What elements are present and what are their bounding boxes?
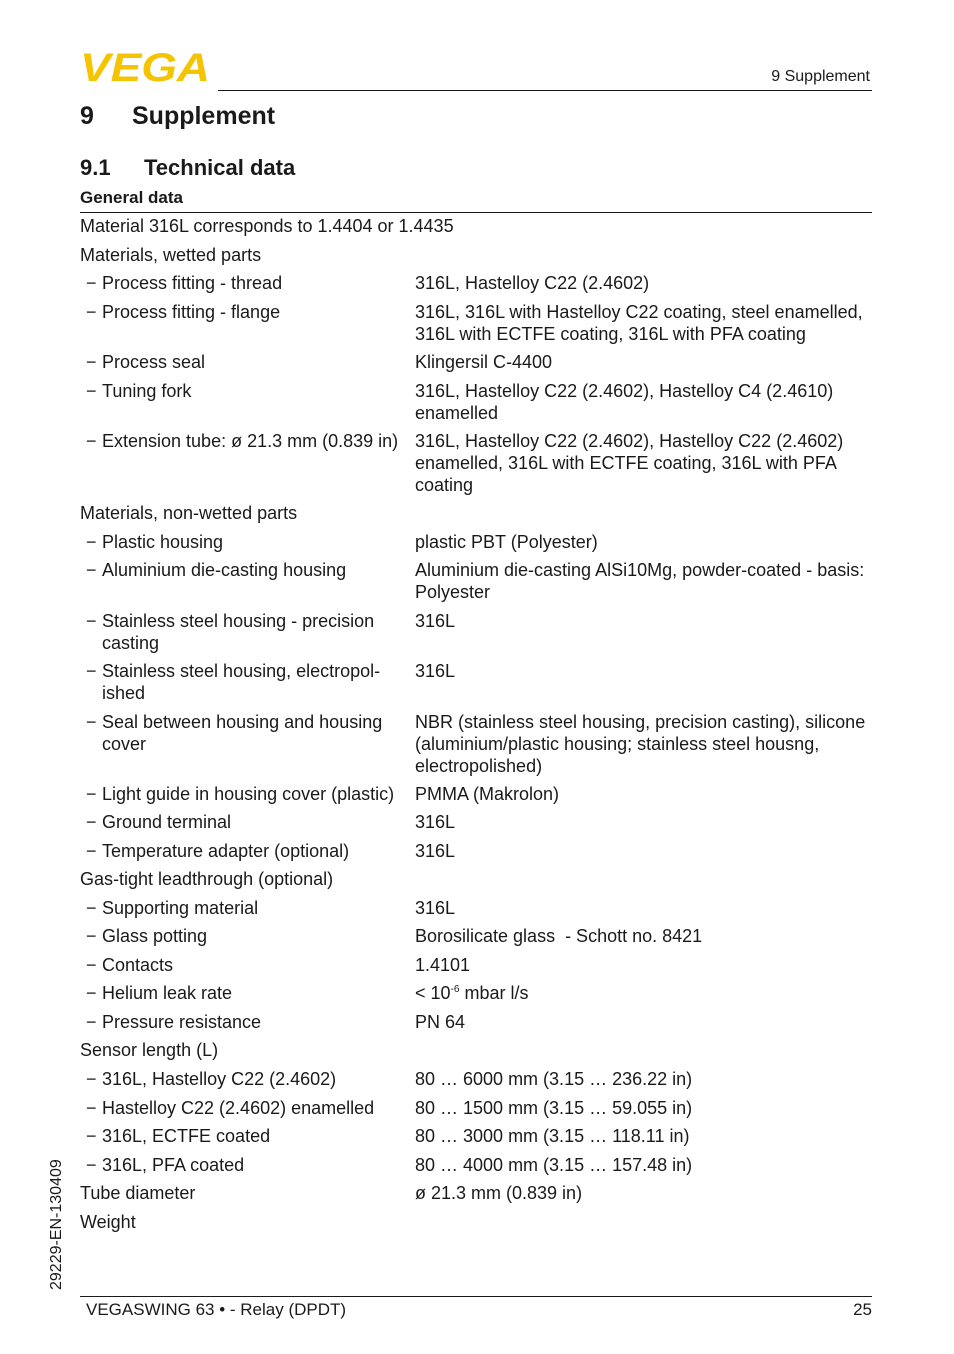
document-code: 29229-EN-130409 <box>48 1159 65 1290</box>
spec-value: Borosilicate glass - Schott no. 8421 <box>415 926 703 946</box>
spec-label: − Process fitting - thread <box>102 272 414 294</box>
spec-value: plastic PBT (Polyester) <box>415 532 598 552</box>
subheading-general-data: General data <box>80 188 183 207</box>
chapter-number: 9 <box>80 102 94 130</box>
spec-value: 316L, 316L with Hastelloy C22 coating, steel enamelled, 316L with ECTFE coating, 316L with PFA coating <box>415 302 863 344</box>
spec-label: − Glass potting <box>102 925 414 947</box>
logo-wordmark: VEGA <box>80 50 210 84</box>
leak-rate-unit: mbar l/s <box>459 983 529 1003</box>
spec-value: Aluminium die-casting AlSi10Mg, powder-coated - basis: Polyester <box>415 560 865 602</box>
spec-value: 80 … 4000 mm (3.15 … 157.48 in) <box>415 1155 693 1175</box>
spec-value: 80 … 1500 mm (3.15 … 59.055 in) <box>415 1098 693 1118</box>
spec-value: Klingersil C-4400 <box>415 352 553 372</box>
spec-label: − 316L, Hastelloy C22 (2.4602) <box>102 1068 414 1090</box>
spec-value: 316L <box>415 812 456 832</box>
spec-label: − Process fitting - flange <box>102 301 414 323</box>
spec-value: ø 21.3 mm (0.839 in) <box>415 1183 583 1203</box>
spec-value <box>415 982 875 1004</box>
spec-label: − Tuning fork <box>102 380 414 402</box>
section-heading <box>80 155 295 181</box>
footer-product: VEGASWING 63 • - Relay (DPDT) <box>86 1300 347 1319</box>
spec-label: Materials, non-wetted parts <box>80 503 298 523</box>
spec-label: − Plastic housing <box>102 531 414 553</box>
spec-label: − Supporting material <box>102 897 414 919</box>
running-header: 9 Supplement <box>771 68 870 85</box>
spec-label: − Helium leak rate <box>102 982 414 1004</box>
spec-value: 1.4101 <box>415 955 471 975</box>
spec-label: − 316L, PFA coated <box>102 1154 414 1176</box>
spec-value: 316L, Hastelloy C22 (2.4602) <box>415 273 650 293</box>
vega-logo <box>80 50 212 84</box>
spec-value: PMMA (Makrolon) <box>415 784 560 804</box>
spec-label: − 316L, ECTFE coated <box>102 1125 414 1147</box>
spec-value: 80 … 3000 mm (3.15 … 118.11 in) <box>415 1126 690 1146</box>
chapter-title: Supplement <box>132 102 276 130</box>
spec-value: 316L <box>415 661 456 681</box>
spec-value: NBR (stainless steel housing, precision casting), silicone (aluminium/plastic housing; stainless steel housng, electropolished) <box>415 712 866 776</box>
spec-label: − Stainless steel housing, electropol- ished <box>102 660 414 704</box>
spec-label: − Pressure resistance <box>102 1011 414 1033</box>
spec-label: − Ground terminal <box>102 811 414 833</box>
spec-label: Weight <box>80 1212 136 1232</box>
footer-rule <box>80 1296 872 1297</box>
header-rule <box>218 90 872 91</box>
leak-rate-exponent: -6 <box>450 984 460 995</box>
subheading-rule <box>80 212 872 213</box>
spec-label: − Extension tube: ø 21.3 mm (0.839 in) <box>102 430 414 452</box>
spec-value: 316L, Hastelloy C22 (2.4602), Hastelloy C22 (2.4602) enamelled, 316L with ECTFE coating, 316L with PFA coating <box>415 431 844 495</box>
spec-value: 316L, Hastelloy C22 (2.4602), Hastelloy C4 (2.4610) enamelled <box>415 381 834 423</box>
spec-value: PN 64 <box>415 1012 466 1032</box>
spec-label: Materials, wetted parts <box>80 245 262 265</box>
spec-label: − Stainless steel housing - precision casting <box>102 610 414 654</box>
spec-label: − Hastelloy C22 (2.4602) enamelled <box>102 1097 414 1119</box>
spec-label: Material 316L corresponds to 1.4404 or 1.4435 <box>80 216 454 236</box>
spec-label: Gas-tight leadthrough (optional) <box>80 869 334 889</box>
spec-value: 80 … 6000 mm (3.15 … 236.22 in) <box>415 1069 693 1089</box>
spec-label: − Process seal <box>102 351 414 373</box>
spec-value: 316L <box>415 898 456 918</box>
spec-label: − Temperature adapter (optional) <box>102 840 414 862</box>
spec-label: − Light guide in housing cover (plastic) <box>102 783 414 805</box>
spec-value: 316L <box>415 841 456 861</box>
spec-label: Sensor length (L) <box>80 1040 219 1060</box>
section-title: Technical data <box>144 155 296 180</box>
leak-rate-prefix: < 10 <box>415 983 451 1003</box>
spec-label: − Aluminium die-casting housing <box>102 559 414 581</box>
spec-label: − Contacts <box>102 954 414 976</box>
chapter-heading <box>80 102 275 131</box>
spec-value: 316L <box>415 611 456 631</box>
spec-label: Tube diameter <box>80 1183 196 1203</box>
section-number: 9.1 <box>80 155 111 180</box>
page-number: 25 <box>853 1300 872 1319</box>
spec-label: − Seal between housing and housing cover <box>102 711 414 755</box>
